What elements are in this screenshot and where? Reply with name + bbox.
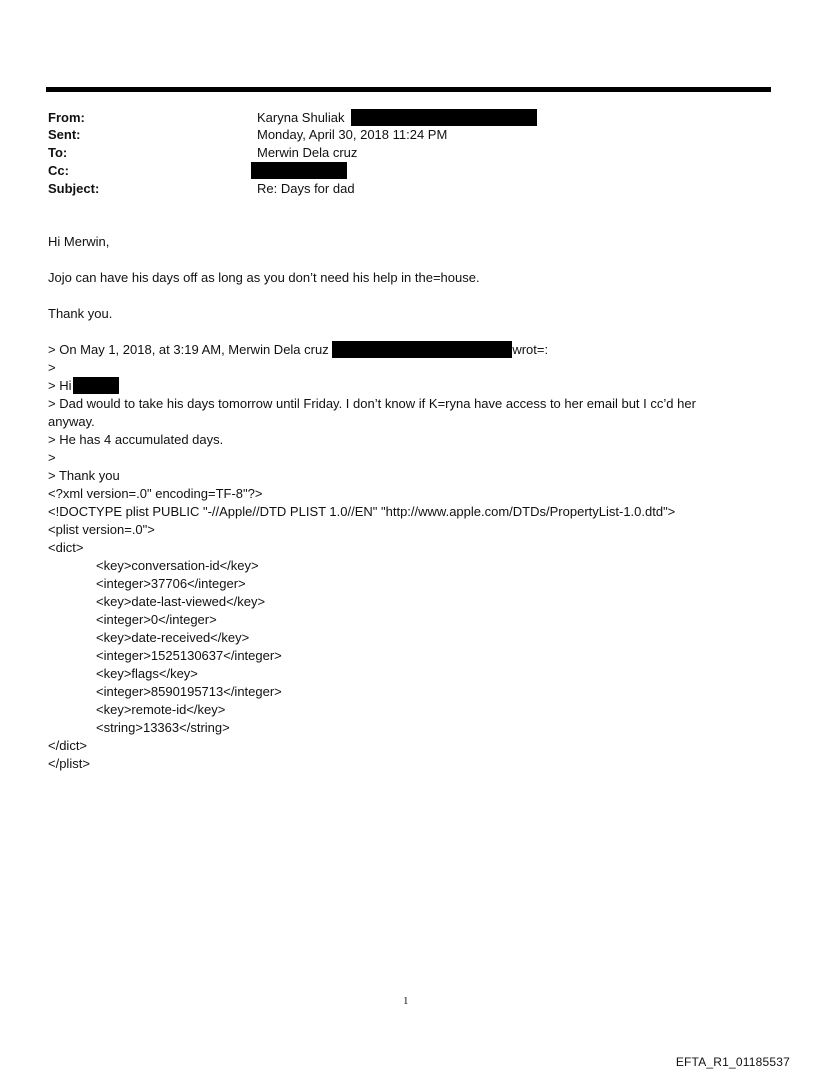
subject-row	[48, 180, 748, 198]
bates-number: EFTA_R1_01185537	[675, 1055, 790, 1069]
plist-close-tag: </plist>	[48, 756, 90, 771]
plist-entry: <key>date-last-viewed</key>	[96, 594, 266, 609]
page-number: 1	[403, 995, 409, 1007]
dict-close-tag: </dict>	[48, 738, 88, 753]
quote-hi-line	[48, 377, 119, 395]
sent-value: Monday, April 30, 2018 11:24 PM	[257, 127, 448, 142]
plist-doctype: <!DOCTYPE plist PUBLIC "-//Apple//DTD PLIST 1.0//EN" "http://www.apple.com/DTDs/PropertyList-1.0.dtd">	[48, 504, 676, 519]
quote-header	[48, 341, 548, 359]
plist-entry: <integer>0</integer>	[96, 612, 217, 627]
greeting: Hi Merwin,	[48, 234, 110, 249]
subject-label: Subject:	[48, 181, 100, 196]
to-label: To:	[48, 145, 68, 160]
sent-row	[48, 126, 748, 144]
cc-row	[48, 162, 748, 180]
quote-line: anyway.	[48, 414, 95, 429]
redaction-box	[251, 162, 347, 179]
plist-entry: <key>conversation-id</key>	[96, 558, 259, 573]
to-row	[48, 144, 748, 162]
cc-label: Cc:	[48, 163, 69, 178]
from-row	[48, 109, 748, 127]
quote-line: >	[48, 360, 56, 375]
sent-label: Sent:	[48, 127, 81, 142]
quote-line: > Thank you	[48, 468, 120, 483]
redaction-box	[332, 341, 512, 358]
quote-hi: > Hi	[48, 378, 72, 393]
from-value	[257, 109, 537, 127]
cc-value	[257, 162, 347, 180]
plist-entry: <string>13363</string>	[96, 720, 230, 735]
quote-line: > He has 4 accumulated days.	[48, 432, 224, 447]
plist-open-tag: <plist version=.0">	[48, 522, 155, 537]
plist-entry: <integer>8590195713</integer>	[96, 684, 282, 699]
redaction-box	[73, 377, 119, 394]
subject-value: Re: Days for dad	[257, 181, 355, 196]
quote-line: > Dad would to take his days tomorrow until Friday. I don’t know if K=ryna have access to her email but I cc’d her	[48, 396, 696, 411]
plist-entry: <key>flags</key>	[96, 666, 198, 681]
quote-header-suffix: wrot=:	[512, 342, 549, 357]
to-value: Merwin Dela cruz	[257, 145, 358, 160]
plist-entry: <key>date-received</key>	[96, 630, 250, 645]
plist-entry: <integer>1525130637</integer>	[96, 648, 282, 663]
plist-entry: <key>remote-id</key>	[96, 702, 226, 717]
quote-header-prefix: > On May 1, 2018, at 3:19 AM, Merwin Dela cruz	[48, 342, 329, 357]
redaction-box	[351, 109, 537, 126]
body-line: Jojo can have his days off as long as you don’t need his help in the=house.	[48, 270, 480, 285]
from-label: From:	[48, 110, 85, 125]
quote-line: >	[48, 450, 56, 465]
signoff: Thank you.	[48, 306, 113, 321]
dict-open-tag: <dict>	[48, 540, 84, 555]
from-name: Karyna Shuliak	[257, 110, 345, 125]
plist-entry: <integer>37706</integer>	[96, 576, 246, 591]
header-divider	[46, 87, 771, 92]
xml-declaration: <?xml version=.0" encoding=TF-8"?>	[48, 486, 263, 501]
